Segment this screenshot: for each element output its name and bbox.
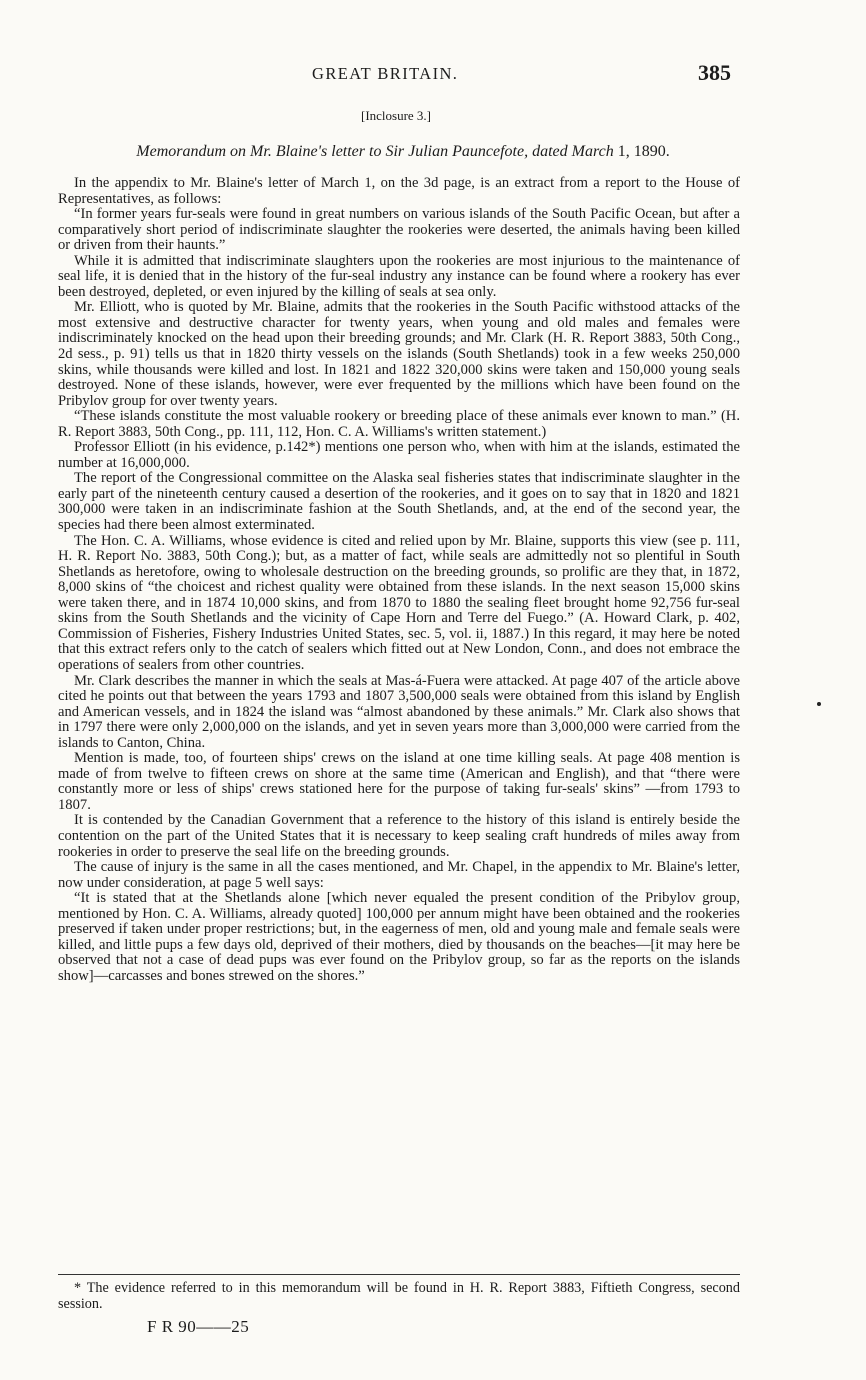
quotation: “These islands constitute the most valuable rookery or breeding place of these animals ever known to man.” (H. R. Report 3883, 50th Cong., pp. 111, 112, Hon. C. A. Williams's written statement.)	[58, 408, 740, 440]
quotation: “It is stated that at the Shetlands alone [which never equaled the present condition of the Pribylov group, mentioned by Hon. C. A. Williams, already quoted] 100,000 per annum might have been obtained and the rookeries preserved if taken under proper restrictions; but, in the eagerness of men, old and young male and female seals were killed, and little pups a few days old, deprived of their mothers, died by thousands on the beaches—[it may here be observed that not a case of dead pups was ever found on the Pribylov group, so far as the reports on the islands show]—carcasses and bones strewed on the shores.”	[58, 890, 740, 984]
paragraph: Mr. Elliott, who is quoted by Mr. Blaine, admits that the rookeries in the South Pacific withstood attacks of the most extensive and destructive character for twenty years, when young and old males and females were indiscriminately knocked on the head upon their breeding grounds; and Mr. Clark (H. R. Report 3883, 50th Cong., 2d sess., p. 91) tells us that in 1820 thirty vessels on the islands (South Shetlands) took in a few weeks 250,000 skins, while thousands were killed and lost. In 1821 and 1822 320,000 skins were taken and 150,000 young seals destroyed. None of these islands, however, were ever frequented by the millions which have been found on the Pribylov group for over twenty years.	[58, 299, 740, 409]
page-number: 385	[698, 60, 731, 85]
paragraph: The Hon. C. A. Williams, whose evidence is cited and relied upon by Mr. Blaine, supports this view (see p. 111, H. R. Report No. 3883, 50th Cong.); but, as a matter of fact, while seals are admittedly not so plentiful in South Shetlands as heretofore, owing to wholesale destruction on the breeding grounds, so prolific are they that, in 1872, 8,000 skins of “the choicest and richest quality were obtained from these islands. In the next season 15,000 skins were taken there, and in 1874 10,000 skins, and from 1870 to 1880 the sealing fleet brought home 92,756 fur-seal skins from the South Shetlands and the vicinity of Cape Horn and Terre del Fuego.” (A. Howard Clark, p. 402, Commission of Fisheries, Fishery Industries United States, sec. 5, vol. ii, 1887.) In this regard, it may here be noted that this extract refers only to the catch of sealers which fitted out at New London, Conn., and does not embrace the operations of sealers from other countries.	[58, 532, 740, 673]
paragraph: While it is admitted that indiscriminate slaughters upon the rookeries are most injurious to the maintenance of seal life, it is denied that in the history of the fur-seal industry any instance can be found where a rookery has ever been destroyed, depleted, or even injured by the killing of seals at sea only.	[58, 252, 740, 300]
memo-title-date: 1, 1890.	[613, 143, 670, 160]
body-text	[58, 176, 740, 984]
memo-title	[58, 143, 748, 161]
paragraph: The report of the Congressional committee on the Alaska seal fisheries states that indiscriminate slaughter in the early part of the nineteenth century caused a desertion of the rookeries, and it goes on to say that in 1820 and 1821 300,000 were taken in an indiscriminate fashion at the South Shetlands, and, at the end of the second year, the species had there been almost exterminated.	[58, 470, 740, 534]
footnote-rule	[58, 1274, 740, 1275]
paragraph: Professor Elliott (in his evidence, p.142*) mentions one person who, when with him at the islands, estimated the number at 16,000,000.	[58, 439, 740, 471]
footnote: * The evidence referred to in this memorandum will be found in H. R. Report 3883, Fiftieth Congress, second session.	[58, 1280, 740, 1312]
paragraph: In the appendix to Mr. Blaine's letter of March 1, on the 3d page, is an extract from a report to the House of Representatives, as follows:	[58, 175, 740, 207]
paragraph: Mr. Clark describes the manner in which the seals at Mas-á-Fuera were attacked. At page 407 of the article above cited he points out that between the years 1793 and 1807 3,500,000 seals were obtained from this island by English and American vessels, and in 1824 the island was “almost abandoned by these animals.” Mr. Clark also shows that in 1797 there were only 2,000,000 on the islands, and yet in seven years more than 3,000,000 were carried from the islands to Canton, China.	[58, 672, 740, 751]
paragraph: Mention is made, too, of fourteen ships' crews on the island at one time killing seals. At page 408 mention is made of from twelve to fifteen crews on shore at the same time (American and English), and that “there were constantly more or less of ships' crews stationed here for the purpose of taking fur-seals' skins” —from 1793 to 1807.	[58, 750, 740, 813]
paragraph: It is contended by the Canadian Government that a reference to the history of this island is entirely beside the contention on the part of the United States that it is necessary to keep sealing craft hundreds of miles away from rookeries in order to preserve the seal life on the breeding grounds.	[58, 812, 740, 860]
running-title: GREAT BRITAIN.	[312, 64, 459, 83]
memo-title-text: Memorandum on Mr. Blaine's letter to Sir Julian Pauncefote, dated March	[136, 143, 614, 160]
running-head	[0, 62, 866, 88]
paragraph: The cause of injury is the same in all the cases mentioned, and Mr. Chapel, in the appendix to Mr. Blaine's letter, now under consideration, at page 5 well says:	[58, 859, 740, 891]
quotation: “In former years fur-seals were found in great numbers on various islands of the South Pacific Ocean, but after a comparatively short period of indiscriminate slaughter the rookeries were deserted, the animals having been killed or driven from their haunts.”	[58, 206, 740, 254]
signature-mark: F R 90——25	[147, 1317, 250, 1336]
inclosure-label: [Inclosure 3.]	[360, 108, 432, 123]
margin-speck	[817, 702, 821, 706]
